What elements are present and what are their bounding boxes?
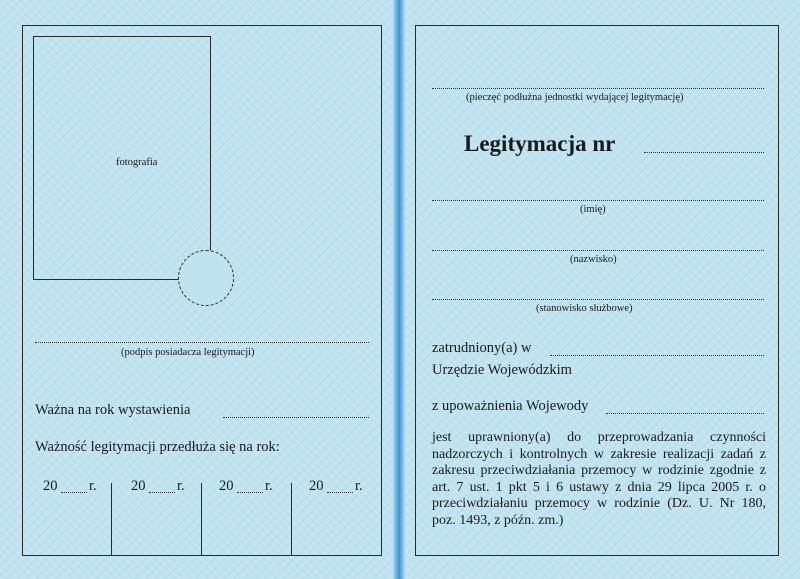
extension-slot-3-prefix: 20 bbox=[219, 478, 234, 494]
position-caption: (stanowisko służbowe) bbox=[536, 303, 633, 314]
slot-divider bbox=[111, 483, 112, 555]
extension-slot-1-line bbox=[61, 492, 87, 493]
employer-line bbox=[550, 355, 764, 356]
extension-slot-2-prefix: 20 bbox=[131, 478, 146, 494]
extension-slot-1-suffix: r. bbox=[89, 478, 97, 494]
extension-slot-4-prefix: 20 bbox=[309, 478, 324, 494]
last-name-line bbox=[432, 250, 764, 251]
valid-year-label: Ważna na rok wystawienia bbox=[35, 402, 191, 418]
slot-divider bbox=[201, 483, 202, 555]
card-number-line bbox=[644, 152, 764, 153]
first-name-line bbox=[432, 200, 764, 201]
extension-label: Ważność legitymacji przedłuża się na rok: bbox=[35, 439, 280, 455]
first-name-caption: (imię) bbox=[580, 204, 606, 215]
position-line bbox=[432, 299, 764, 300]
extension-slot-2-line bbox=[149, 492, 175, 493]
voivode-line bbox=[606, 413, 764, 414]
slot-divider bbox=[291, 483, 292, 555]
authorization-label: z upoważnienia Wojewody bbox=[432, 398, 589, 414]
extension-slot-3-line bbox=[237, 492, 263, 493]
signature-caption: (podpis posiadacza legitymacji) bbox=[121, 347, 255, 358]
extension-slot-3-suffix: r. bbox=[265, 478, 273, 494]
last-name-caption: (nazwisko) bbox=[570, 254, 617, 265]
valid-year-line bbox=[223, 417, 369, 418]
photo-frame bbox=[33, 36, 211, 280]
stamp-circle bbox=[178, 250, 234, 306]
extension-slot-1-prefix: 20 bbox=[43, 478, 58, 494]
employed-label: zatrudniony(a) w bbox=[432, 340, 532, 356]
right-page bbox=[415, 25, 779, 556]
extension-slot-4-suffix: r. bbox=[355, 478, 363, 494]
card-title: Legitymacja nr bbox=[464, 131, 616, 156]
extension-slot-4-line bbox=[327, 492, 353, 493]
extension-slot-2-suffix: r. bbox=[177, 478, 185, 494]
stamp-caption: (pieczęć podłużna jednostki wydającej legitymację) bbox=[466, 92, 684, 103]
entitlement-text: jest uprawniony(a) do przeprowadzania czynności nadzorczych i kontrolnych w zakresie realizacji zadań z zakresu przeciwdziałania przemocy w rodzinie zgodnie z art. 7 ust. 1 pkt 5 i 6 ustawy z dnia 29 lipca 2005 r. o przeciwdziałaniu przemocy w rodzinie (Dz. U. Nr 180, poz. 1493, z późn. zm.) bbox=[432, 430, 766, 528]
photo-label: fotografia bbox=[116, 157, 158, 168]
left-page bbox=[22, 25, 382, 556]
signature-line bbox=[35, 342, 369, 343]
booklet-spine bbox=[392, 0, 406, 579]
office-name: Urzędzie Wojewódzkim bbox=[432, 362, 572, 378]
stamp-line bbox=[432, 88, 764, 89]
